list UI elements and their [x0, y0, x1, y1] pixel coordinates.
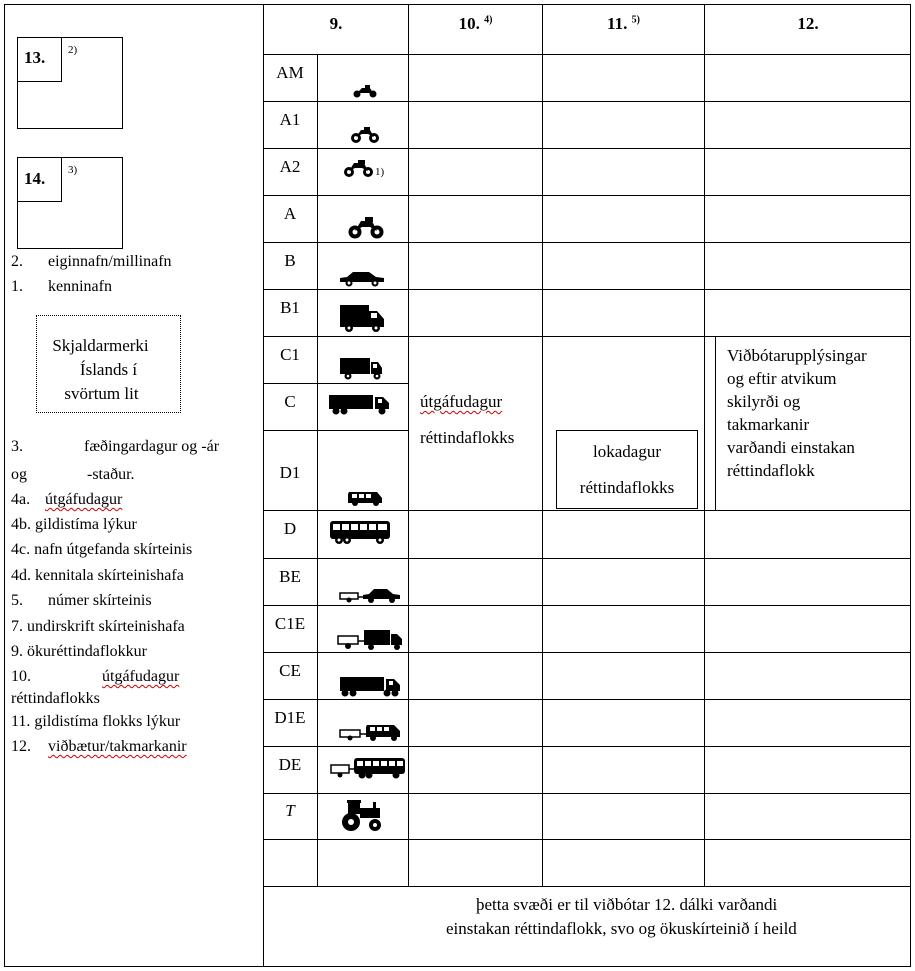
category-ce: CE	[279, 661, 301, 680]
row-rule	[263, 558, 911, 559]
footer-line-1: þetta svæði er til viðbótar 12. dálki varðandi	[476, 895, 778, 914]
car-trailer-icon	[339, 586, 401, 604]
bus-icon	[329, 519, 391, 545]
category-a: A	[283, 204, 297, 223]
divider-col-10	[408, 4, 409, 886]
category-d: D	[283, 519, 297, 538]
row-rule	[263, 336, 911, 337]
tractor-icon	[339, 798, 383, 832]
header-col-9: 9.	[329, 14, 343, 33]
motorcycle-icon	[343, 160, 375, 178]
motorcycle-icon	[348, 216, 384, 240]
merged-col11-text: lokadagur réttindaflokks	[579, 442, 675, 497]
light-truck-icon	[339, 356, 383, 380]
legend-3-place: -staður.	[87, 466, 135, 483]
divider-col-11	[542, 4, 543, 886]
category-b1: B1	[280, 298, 300, 317]
category-be: BE	[279, 567, 301, 586]
field-14-note: 3)	[68, 164, 78, 176]
minibus-trailer-icon	[339, 722, 401, 742]
row-rule	[263, 430, 408, 431]
car-icon	[339, 269, 385, 287]
row-rule	[263, 652, 911, 653]
category-a2: A2	[279, 157, 301, 176]
merged-col10-text: útgáfudagur réttindaflokks	[420, 392, 515, 447]
category-d1: D1	[279, 463, 301, 482]
category-c1: C1	[280, 345, 300, 364]
row-rule	[263, 746, 911, 747]
legend-12-text: viðbætur/takmarkanir	[48, 738, 187, 755]
row-rule	[263, 699, 911, 700]
legend-5-num: 5.	[11, 592, 23, 609]
bus-trailer-icon	[330, 756, 406, 780]
category-a1: A1	[279, 110, 301, 129]
row-rule	[263, 383, 408, 384]
row-rule	[263, 605, 911, 606]
legend-11: 11. gildistíma flokks lýkur	[11, 713, 181, 730]
row-rule	[263, 148, 911, 149]
legend-5-text: númer skírteinis	[48, 592, 152, 609]
emblem-text: Skjaldarmerki Íslands í svörtum lit	[52, 336, 149, 403]
legend-4c: 4c. nafn útgefanda skírteinis	[11, 541, 193, 558]
legend-4a-num: 4a.	[11, 491, 31, 508]
legend-10-text: útgáfudagur	[102, 668, 180, 685]
header-rule	[263, 54, 911, 55]
category-c1e: C1E	[274, 614, 306, 633]
given-name-label: eiginnafn/millinafn	[48, 253, 172, 270]
legend-3-cont: og	[11, 466, 27, 483]
legend-12-num: 12.	[11, 738, 31, 755]
header-col-10: 10. $^{4)}$	[458, 14, 493, 33]
category-am: AM	[276, 63, 304, 82]
category-b: B	[284, 251, 296, 270]
category-c: C	[284, 392, 296, 411]
legend-10-cont: réttindaflokks	[11, 690, 100, 707]
category-t: T	[285, 801, 295, 820]
category-a2-note: 1)	[375, 166, 385, 178]
legend-3-text: fæðingardagur og -ár	[84, 438, 220, 455]
row-rule	[263, 195, 911, 196]
articulated-truck-icon	[339, 674, 401, 698]
divider-col-12	[704, 4, 705, 886]
legend-4a-text: útgáfudagur	[45, 491, 123, 508]
category-de: DE	[278, 755, 302, 774]
legend-3-num: 3.	[11, 438, 23, 455]
truck-icon	[328, 392, 390, 416]
category-d1e: D1E	[274, 708, 306, 727]
header-col-12: 12.	[797, 14, 819, 33]
footer-line-2: einstakan réttindaflokk, svo og ökuskírteinið í heild	[446, 919, 797, 938]
row-rule	[263, 839, 911, 840]
legend-7: 7. undirskrift skírteinishafa	[11, 618, 185, 635]
minibus-icon	[347, 489, 383, 507]
legend-9: 9. ökuréttindaflokkur	[11, 643, 147, 660]
surname-label: kenninafn	[48, 278, 112, 295]
legend-10-num: 10.	[11, 668, 31, 685]
row-rule	[263, 289, 911, 290]
header-col-11: 11. $^{5)}$	[607, 14, 640, 33]
moped-icon	[352, 84, 378, 98]
light-motorcycle-icon	[350, 126, 380, 144]
row-rule	[263, 793, 911, 794]
name-line-num: 1.	[11, 278, 23, 295]
divider-category-code	[317, 54, 318, 886]
field-14-label: 14.	[24, 169, 46, 188]
van-icon	[339, 303, 385, 333]
legend-4d: 4d. kennitala skírteinishafa	[11, 567, 184, 584]
footer-rule	[263, 886, 911, 887]
row-rule	[263, 510, 911, 511]
field-13-label: 13.	[24, 48, 46, 67]
merged-col12-text: Viðbótarupplýsingar og eftir atvikum skilyrði og takmarkanir varðandi einstakan réttindaflokk	[727, 346, 867, 480]
row-rule	[263, 242, 911, 243]
row-rule	[263, 101, 911, 102]
legend-4b: 4b. gildistíma lýkur	[11, 516, 137, 533]
col12-inner-rule	[715, 336, 716, 510]
name-line-num: 2.	[11, 253, 23, 270]
field-13-note: 2)	[68, 44, 78, 56]
light-truck-trailer-icon	[337, 627, 403, 651]
